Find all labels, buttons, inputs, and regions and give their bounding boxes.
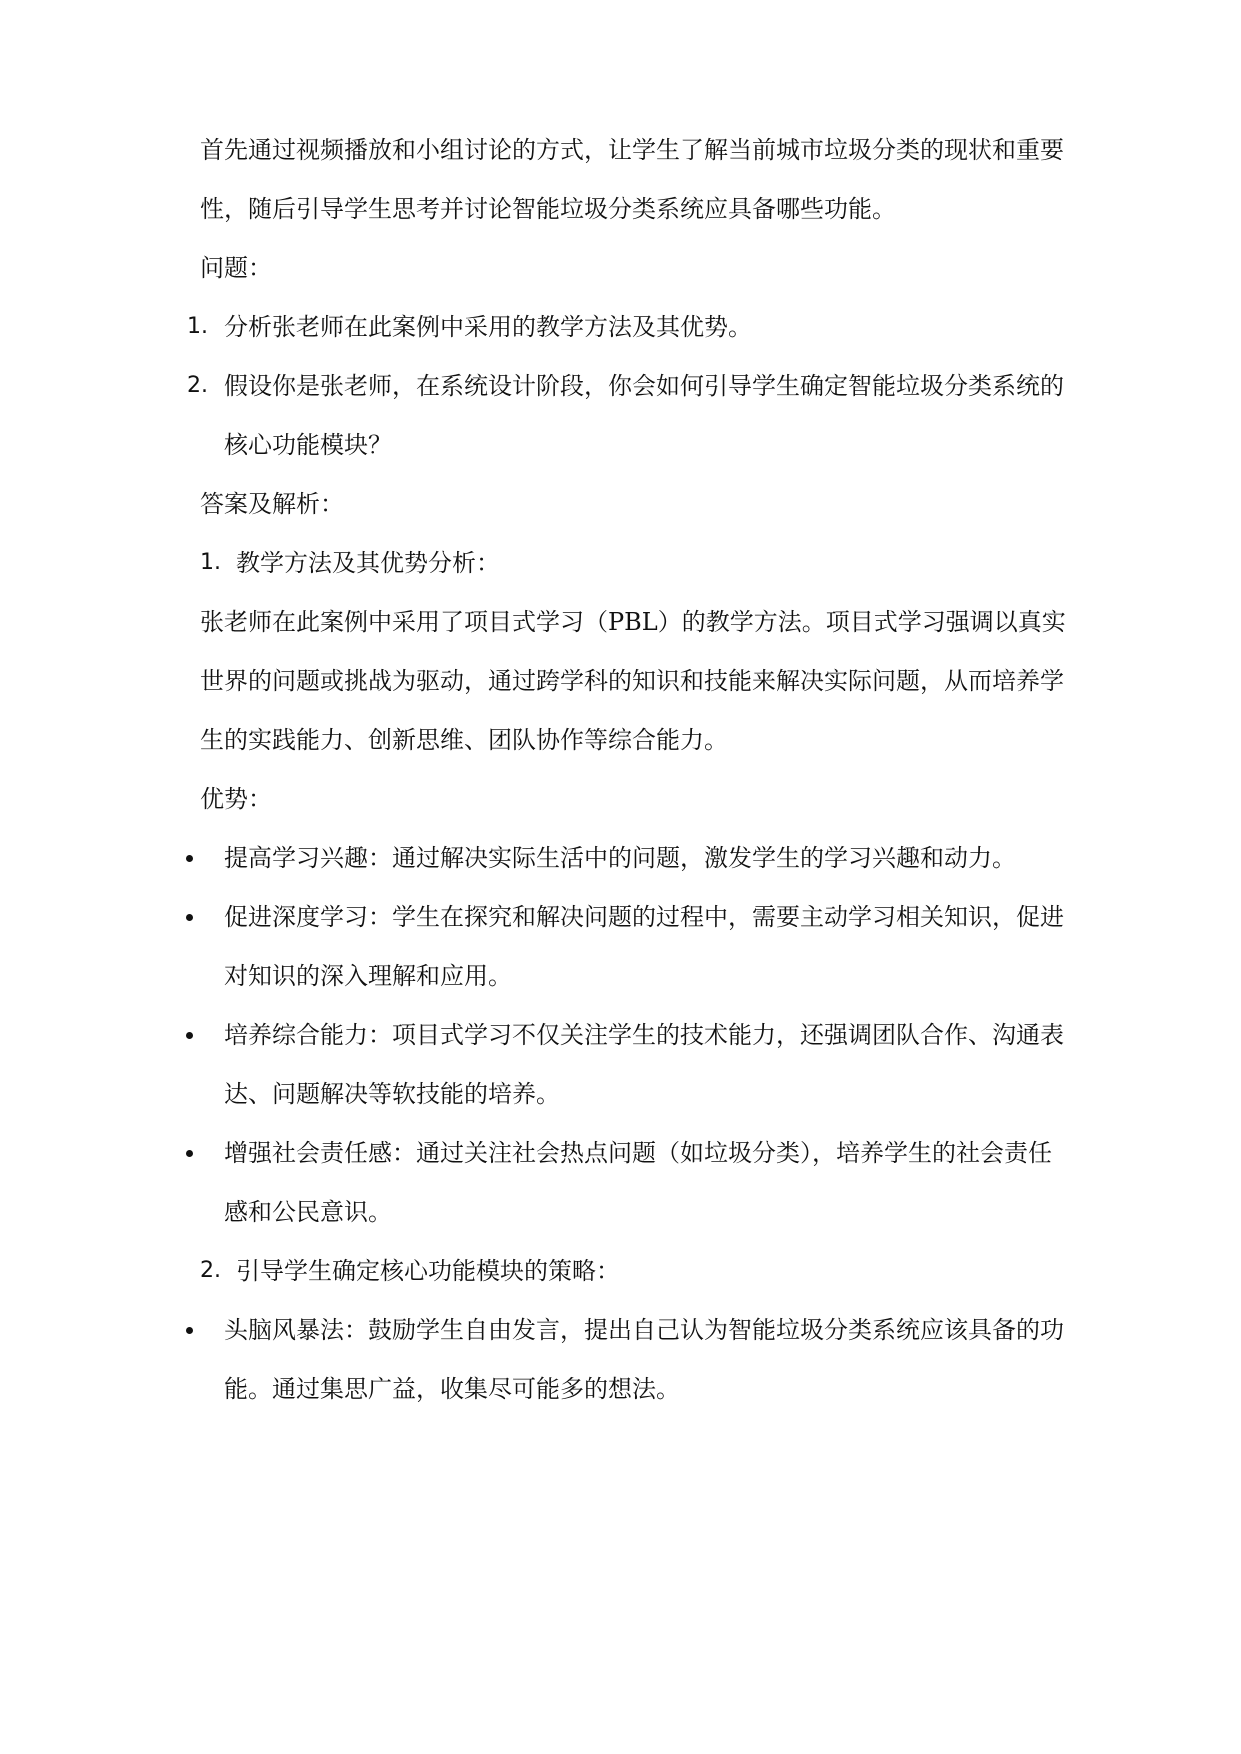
bullet-dot bbox=[186, 1327, 193, 1334]
section-2-number: 2. bbox=[200, 1258, 221, 1283]
question-1-text: 分析张老师在此案例中采用的教学方法及其优势。 bbox=[224, 313, 752, 341]
section-1-para-line-3: 生的实践能力、创新思维、团队协作等综合能力。 bbox=[200, 726, 728, 754]
bullet-dot bbox=[186, 1150, 193, 1157]
strategy-1-text-line-1: 头脑风暴法：鼓励学生自由发言，提出自己认为智能垃圾分类系统应该具备的功 bbox=[224, 1316, 1064, 1344]
question-1-number: 1. bbox=[187, 314, 208, 339]
section-1-title: 教学方法及其优势分析： bbox=[236, 549, 500, 577]
section-1-para-line-2: 世界的问题或挑战为驱动，通过跨学科的知识和技能来解决实际问题，从而培养学 bbox=[200, 667, 1064, 695]
advantage-4-text-line-1: 增强社会责任感：通过关注社会热点问题（如垃圾分类），培养学生的社会责任 bbox=[224, 1139, 1052, 1167]
questions-heading: 问题： bbox=[200, 254, 272, 282]
question-2-text-line-1: 假设你是张老师，在系统设计阶段，你会如何引导学生确定智能垃圾分类系统的 bbox=[224, 372, 1064, 400]
intro-line-1: 首先通过视频播放和小组讨论的方式，让学生了解当前城市垃圾分类的现状和重要 bbox=[200, 136, 1064, 164]
section-1-number: 1. bbox=[200, 550, 221, 575]
advantage-4-text-line-2: 感和公民意识。 bbox=[224, 1198, 392, 1226]
question-2-text-line-2: 核心功能模块？ bbox=[224, 431, 392, 459]
advantages-heading: 优势： bbox=[200, 785, 272, 813]
advantage-3-text-line-2: 达、问题解决等软技能的培养。 bbox=[224, 1080, 560, 1108]
bullet-dot bbox=[186, 1032, 193, 1039]
section-1-para-line-1: 张老师在此案例中采用了项目式学习（PBL）的教学方法。项目式学习强调以真实 bbox=[200, 608, 1066, 636]
bullet-dot bbox=[186, 914, 193, 921]
question-2-number: 2. bbox=[187, 373, 208, 398]
bullet-dot bbox=[186, 855, 193, 862]
section-2-title: 引导学生确定核心功能模块的策略： bbox=[236, 1257, 620, 1285]
strategy-1-text-line-2: 能。通过集思广益，收集尽可能多的想法。 bbox=[224, 1375, 680, 1403]
advantage-3-text-line-1: 培养综合能力：项目式学习不仅关注学生的技术能力，还强调团队合作、沟通表 bbox=[224, 1021, 1064, 1049]
advantage-2-text-line-2: 对知识的深入理解和应用。 bbox=[224, 962, 512, 990]
advantage-1-text: 提高学习兴趣：通过解决实际生活中的问题，激发学生的学习兴趣和动力。 bbox=[224, 844, 1016, 872]
intro-line-2: 性，随后引导学生思考并讨论智能垃圾分类系统应具备哪些功能。 bbox=[200, 195, 896, 223]
advantage-2-text-line-1: 促进深度学习：学生在探究和解决问题的过程中，需要主动学习相关知识，促进 bbox=[224, 903, 1064, 931]
answers-heading: 答案及解析： bbox=[200, 490, 344, 518]
